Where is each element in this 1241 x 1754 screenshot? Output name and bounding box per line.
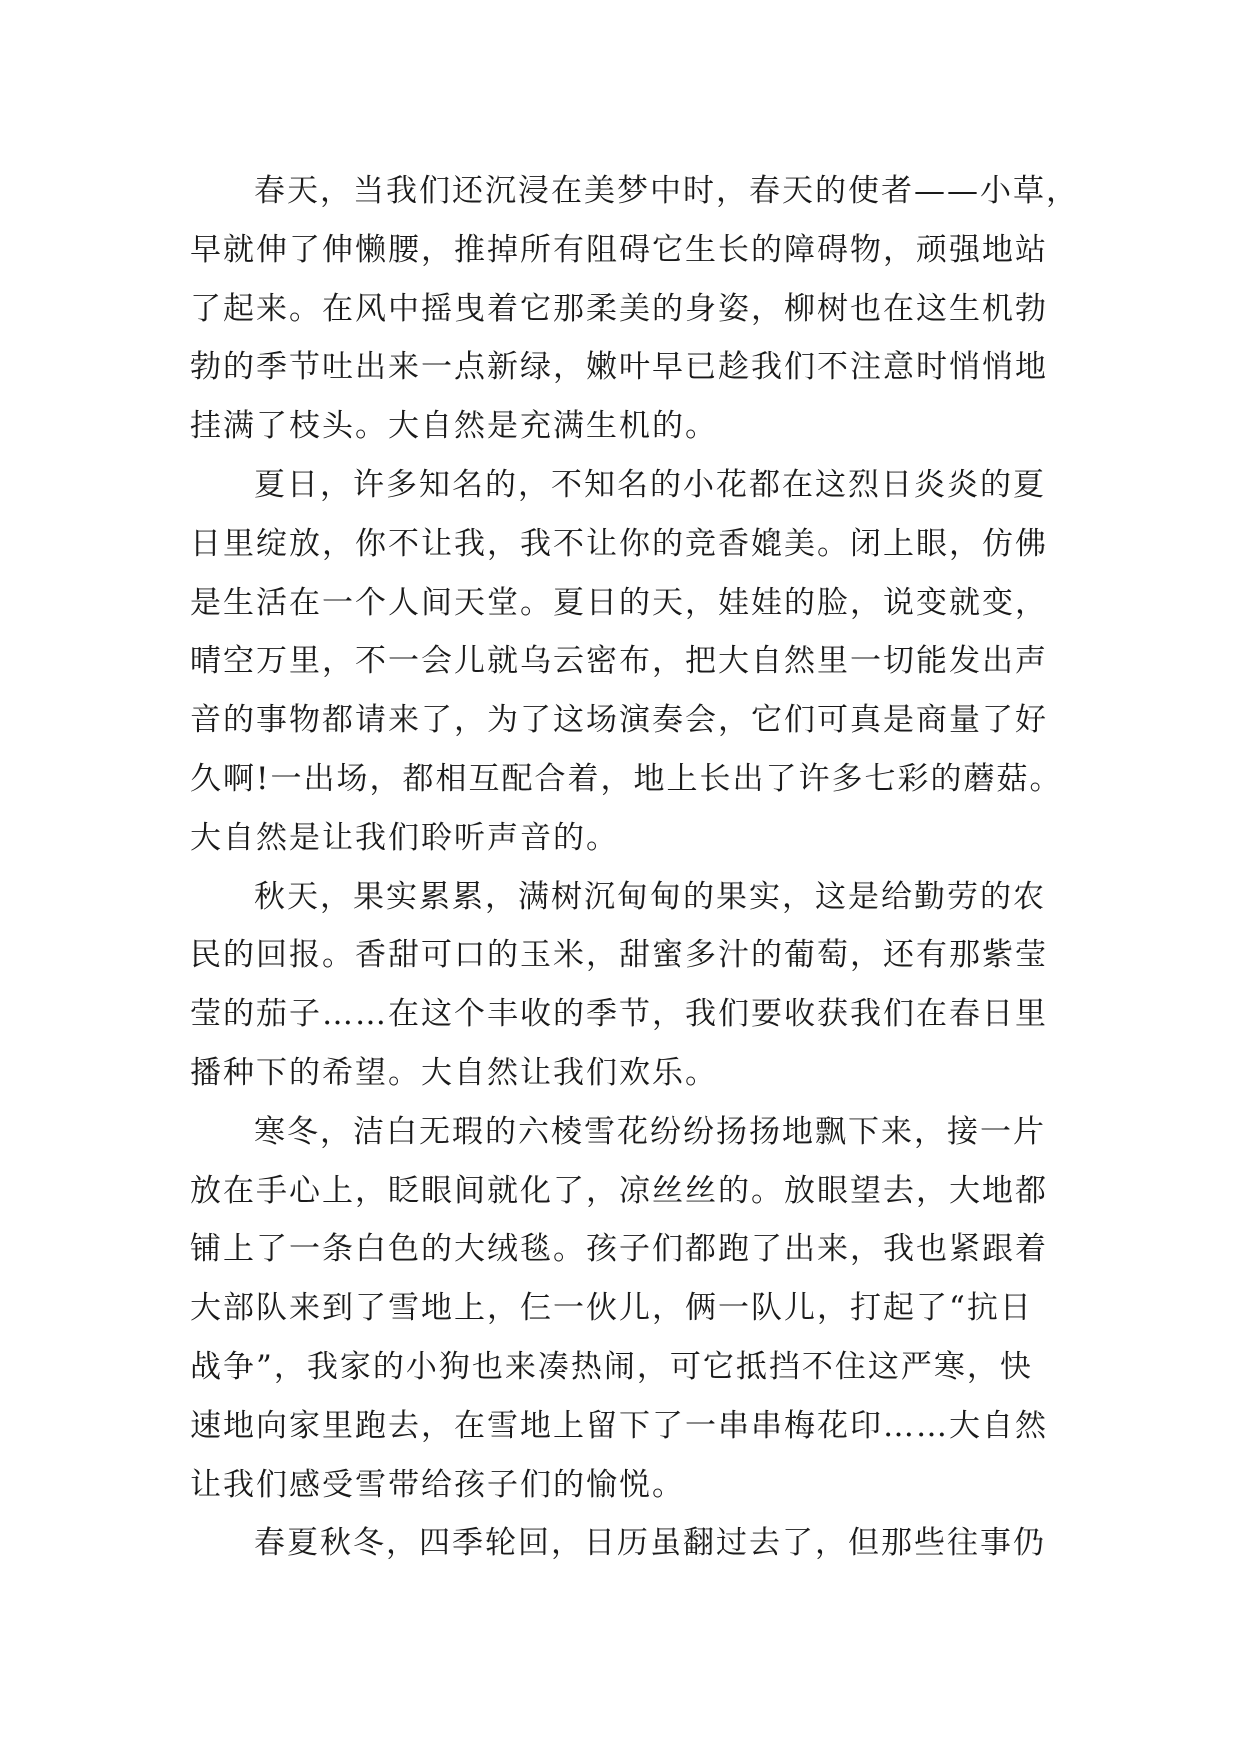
- paragraph-line: 春夏秋冬，四季轮回，日历虽翻过去了，但那些往事仍: [254, 1525, 1046, 1562]
- paragraph-line: 民的回报。香甜可口的玉米，甜蜜多汁的葡萄，还有那紫莹: [190, 937, 1048, 974]
- paragraph-line: 放在手心上，眨眼间就化了，凉丝丝的。放眼望去，大地都: [190, 1172, 1048, 1209]
- paragraph-line: 是生活在一个人间天堂。夏日的天，娃娃的脸，说变就变，: [190, 584, 1048, 621]
- paragraph-line: 大部队来到了雪地上，仨一伙儿，俩一队儿，打起了“抗日: [190, 1290, 1033, 1327]
- paragraph-line: 战争”，我家的小狗也来凑热闹，可它抵挡不住这严寒，快: [190, 1348, 1033, 1385]
- paragraph-line: 播种下的希望。大自然让我们欢乐。: [190, 1054, 718, 1091]
- paragraph-line: 音的事物都请来了，为了这场演奏会，它们可真是商量了好: [190, 702, 1048, 739]
- paragraph-conclusion: [190, 1514, 1070, 1573]
- paragraph-spring: [190, 162, 1079, 456]
- paragraph-line: 莹的茄子……在这个丰收的季节，我们要收获我们在春日里: [190, 996, 1048, 1033]
- paragraph-line: 勃的季节吐出来一点新绿，嫩叶早已趁我们不注意时悄悄地: [190, 349, 1048, 386]
- paragraph-winter: [190, 1103, 1070, 1515]
- paragraph-line: 早就伸了伸懒腰，推掉所有阻碍它生长的障碍物，顽强地站: [190, 231, 1048, 268]
- paragraph-line: 速地向家里跑去，在雪地上留下了一串串梅花印……大自然: [190, 1407, 1048, 1444]
- paragraph-line: 了起来。在风中摇曳着它那柔美的身姿，柳树也在这生机勃: [190, 290, 1048, 327]
- paragraph-autumn: [190, 868, 1070, 1103]
- paragraph-line: 铺上了一条白色的大绒毯。孩子们都跑了出来，我也紧跟着: [190, 1231, 1048, 1268]
- paragraph-line: 夏日，许多知名的，不知名的小花都在这烈日炎炎的夏: [254, 466, 1046, 503]
- paragraph-line: 日里绽放，你不让我，我不让你的竞香媲美。闭上眼，仿佛: [190, 525, 1048, 562]
- paragraph-line: 久啊!一出场，都相互配合着，地上长出了许多七彩的蘑菇。: [190, 760, 1063, 797]
- paragraph-line: 晴空万里，不一会儿就乌云密布，把大自然里一切能发出声: [190, 643, 1048, 680]
- paragraph-line: 寒冬，洁白无瑕的六棱雪花纷纷扬扬地飘下来，接一片: [254, 1113, 1046, 1150]
- paragraph-line: 让我们感受雪带给孩子们的愉悦。: [190, 1466, 685, 1503]
- paragraph-line: 春天，当我们还沉浸在美梦中时，春天的使者——小草，: [254, 173, 1079, 209]
- paragraph-line: 挂满了枝头。大自然是充满生机的。: [190, 408, 718, 445]
- essay-body: [190, 162, 1079, 1573]
- paragraph-line: 大自然是让我们聆听声音的。: [190, 819, 619, 856]
- paragraph-line: 秋天，果实累累，满树沉甸甸的果实，这是给勤劳的农: [254, 878, 1046, 915]
- paragraph-summer: [190, 456, 1070, 868]
